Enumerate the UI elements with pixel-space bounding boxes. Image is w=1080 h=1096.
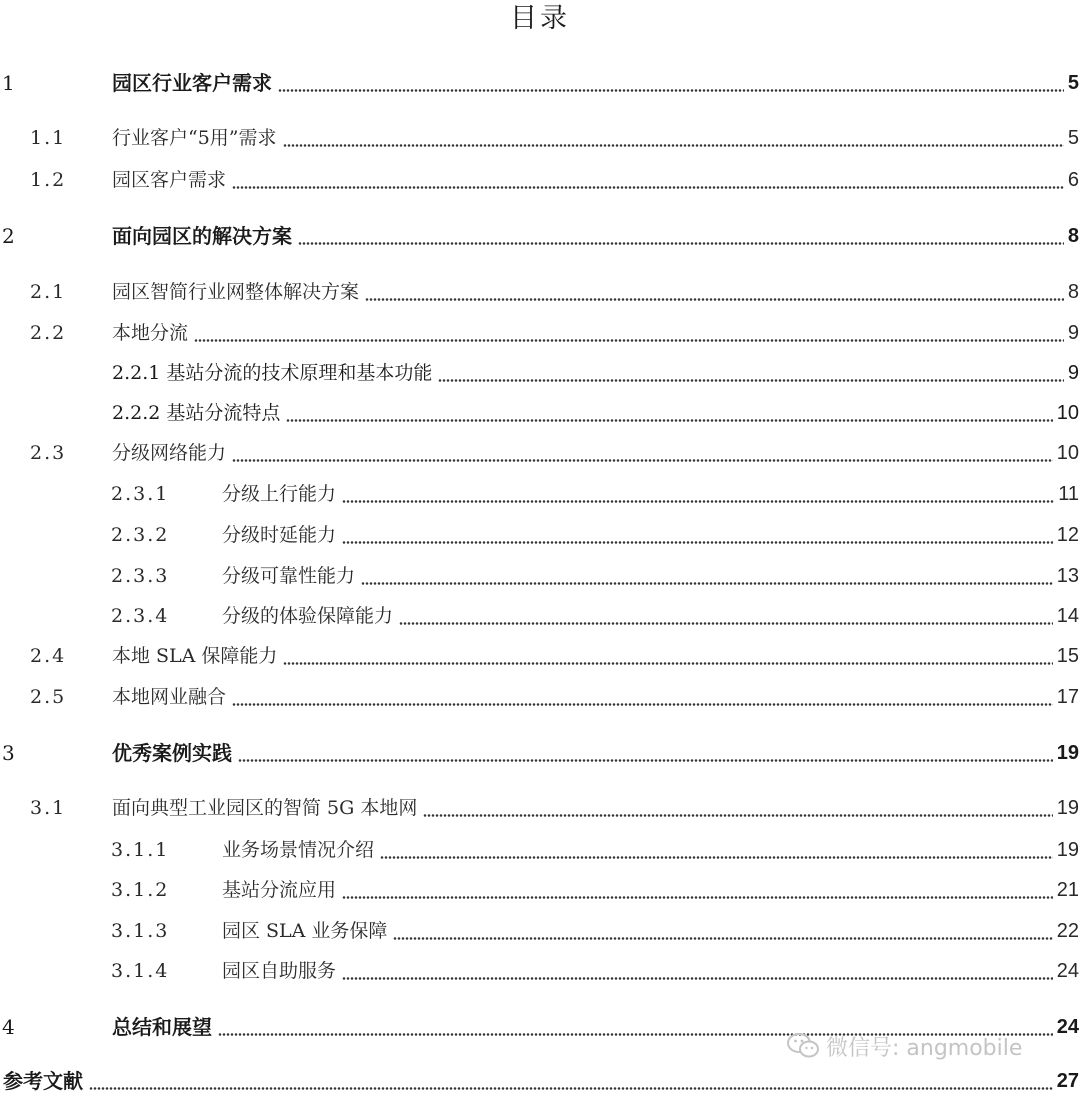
dot-leader xyxy=(342,896,1053,899)
entry-label: 本地网业融合 xyxy=(112,686,227,708)
entry-label: 面向典型工业园区的智简 5G 本地网 xyxy=(112,797,418,819)
toc-entry-subsection[interactable] xyxy=(0,956,1079,986)
toc-entry-section[interactable] xyxy=(0,793,1079,823)
dot-leader xyxy=(393,937,1052,940)
toc-entry-chapter[interactable] xyxy=(0,68,1079,98)
entry-label: 园区智简行业网整体解决方案 xyxy=(112,281,360,303)
entry-label: 面向园区的解决方案 xyxy=(112,224,292,248)
entry-page: 19 xyxy=(1056,839,1079,861)
dot-leader xyxy=(232,459,1053,462)
entry-label: 分级网络能力 xyxy=(112,442,227,464)
entry-page: 21 xyxy=(1056,879,1079,901)
dot-leader xyxy=(238,759,1053,762)
toc-entry-references[interactable] xyxy=(0,1066,1079,1096)
entry-number: 2.4 xyxy=(30,645,67,667)
entry-label: 分级可靠性能力 xyxy=(222,565,356,587)
toc-entry-subsection[interactable] xyxy=(0,916,1079,946)
entry-number: 2.1 xyxy=(30,281,67,303)
dot-leader xyxy=(438,379,1063,382)
toc-entry-section[interactable] xyxy=(0,277,1079,307)
entry-number: 2.2 xyxy=(30,322,67,344)
entry-number: 2.3.3 xyxy=(111,565,170,587)
dot-leader xyxy=(278,89,1064,92)
entry-page: 11 xyxy=(1058,483,1079,505)
entry-page: 12 xyxy=(1056,524,1079,546)
entry-label: 本地 SLA 保障能力 xyxy=(112,645,278,667)
dot-leader xyxy=(194,339,1064,342)
entry-number: 2.5 xyxy=(30,686,67,708)
dot-leader xyxy=(232,703,1053,706)
toc-entry-section[interactable] xyxy=(0,682,1079,712)
toc-entry-subsection[interactable] xyxy=(0,601,1079,631)
dot-leader xyxy=(361,582,1053,585)
entry-label: 园区自助服务 xyxy=(222,960,337,982)
toc-entry-subsection[interactable] xyxy=(0,561,1079,591)
entry-number: 2 xyxy=(2,224,15,248)
toc-entry-section[interactable] xyxy=(0,318,1079,348)
dot-leader xyxy=(342,500,1054,503)
entry-page: 15 xyxy=(1056,645,1079,667)
entry-number: 3.1.4 xyxy=(111,960,170,982)
entry-label: 分级的体验保障能力 xyxy=(222,605,394,627)
entry-page: 19 xyxy=(1056,797,1079,819)
toc-entry-section[interactable] xyxy=(0,438,1079,468)
watermark-text: 微信号: angmobile xyxy=(826,1035,1023,1061)
entry-page: 17 xyxy=(1056,686,1079,708)
dot-leader xyxy=(298,242,1064,245)
toc-entry-chapter[interactable] xyxy=(0,738,1079,768)
toc-entry-subsection[interactable] xyxy=(0,835,1079,865)
entry-number: 1.1 xyxy=(30,127,67,149)
entry-page: 24 xyxy=(1056,960,1079,982)
wechat-icon xyxy=(786,1032,820,1060)
dot-leader xyxy=(283,144,1064,147)
dot-leader xyxy=(399,622,1053,625)
entry-page: 10 xyxy=(1056,402,1079,424)
entry-page: 8 xyxy=(1067,225,1079,247)
dot-leader xyxy=(283,662,1052,665)
entry-number: 2.3.2 xyxy=(111,524,170,546)
entry-label: 分级时延能力 xyxy=(222,524,337,546)
entry-number: 1.2 xyxy=(30,169,67,191)
entry-number: 3.1 xyxy=(30,797,67,819)
entry-label: 2.2.1 基站分流的技术原理和基本功能 xyxy=(112,362,433,384)
watermark xyxy=(786,1026,1022,1066)
entry-page: 14 xyxy=(1056,605,1079,627)
entry-number: 3.1.1 xyxy=(111,839,170,861)
entry-label: 行业客户“5用”需求 xyxy=(112,127,277,149)
dot-leader xyxy=(380,856,1053,859)
entry-number: 4 xyxy=(2,1015,15,1039)
entry-label: 优秀案例实践 xyxy=(112,741,232,765)
entry-page: 9 xyxy=(1067,362,1079,384)
entry-label: 基站分流应用 xyxy=(222,879,337,901)
entry-label: 分级上行能力 xyxy=(222,483,337,505)
toc-title: 目录 xyxy=(510,3,570,34)
entry-number: 3.1.3 xyxy=(111,920,170,942)
entry-label: 园区客户需求 xyxy=(112,169,227,191)
toc-entry-subsection[interactable] xyxy=(0,358,1079,388)
entry-page: 8 xyxy=(1067,281,1079,303)
entry-page: 10 xyxy=(1056,442,1079,464)
dot-leader xyxy=(342,541,1053,544)
entry-number: 2.3.4 xyxy=(111,605,170,627)
dot-leader xyxy=(286,419,1052,422)
toc-entry-section[interactable] xyxy=(0,123,1079,153)
entry-page: 6 xyxy=(1067,169,1079,191)
dot-leader xyxy=(423,814,1052,817)
entry-label: 2.2.2 基站分流特点 xyxy=(112,402,281,424)
entry-page: 19 xyxy=(1056,742,1079,764)
entry-label: 参考文献 xyxy=(3,1069,83,1093)
entry-page: 5 xyxy=(1067,127,1079,149)
entry-page: 9 xyxy=(1067,322,1079,344)
toc-entry-subsection[interactable] xyxy=(0,479,1079,509)
entry-page: 22 xyxy=(1056,920,1079,942)
entry-number: 2.3.1 xyxy=(111,483,170,505)
toc-entry-section[interactable] xyxy=(0,641,1079,671)
entry-number: 3 xyxy=(2,741,15,765)
dot-leader xyxy=(89,1087,1053,1090)
entry-label: 园区行业客户需求 xyxy=(112,71,272,95)
entry-page: 5 xyxy=(1067,72,1079,94)
toc-entry-subsection[interactable] xyxy=(0,875,1079,905)
toc-entry-section[interactable] xyxy=(0,165,1079,195)
entry-label: 本地分流 xyxy=(112,322,189,344)
dot-leader xyxy=(365,298,1064,301)
entry-label: 业务场景情况介绍 xyxy=(222,839,375,861)
entry-number: 2.3 xyxy=(30,442,67,464)
dot-leader xyxy=(342,977,1053,980)
entry-number: 1 xyxy=(2,71,15,95)
entry-number: 3.1.2 xyxy=(111,879,170,901)
toc-entry-chapter[interactable] xyxy=(0,221,1079,251)
toc-entry-subsection[interactable] xyxy=(0,520,1079,550)
entry-label: 园区 SLA 业务保障 xyxy=(222,920,388,942)
entry-page: 24 xyxy=(1056,1016,1079,1038)
toc-entry-subsection[interactable] xyxy=(0,398,1079,428)
dot-leader xyxy=(232,186,1064,189)
entry-page: 27 xyxy=(1056,1070,1079,1092)
entry-label: 总结和展望 xyxy=(112,1015,212,1039)
entry-page: 13 xyxy=(1056,565,1079,587)
